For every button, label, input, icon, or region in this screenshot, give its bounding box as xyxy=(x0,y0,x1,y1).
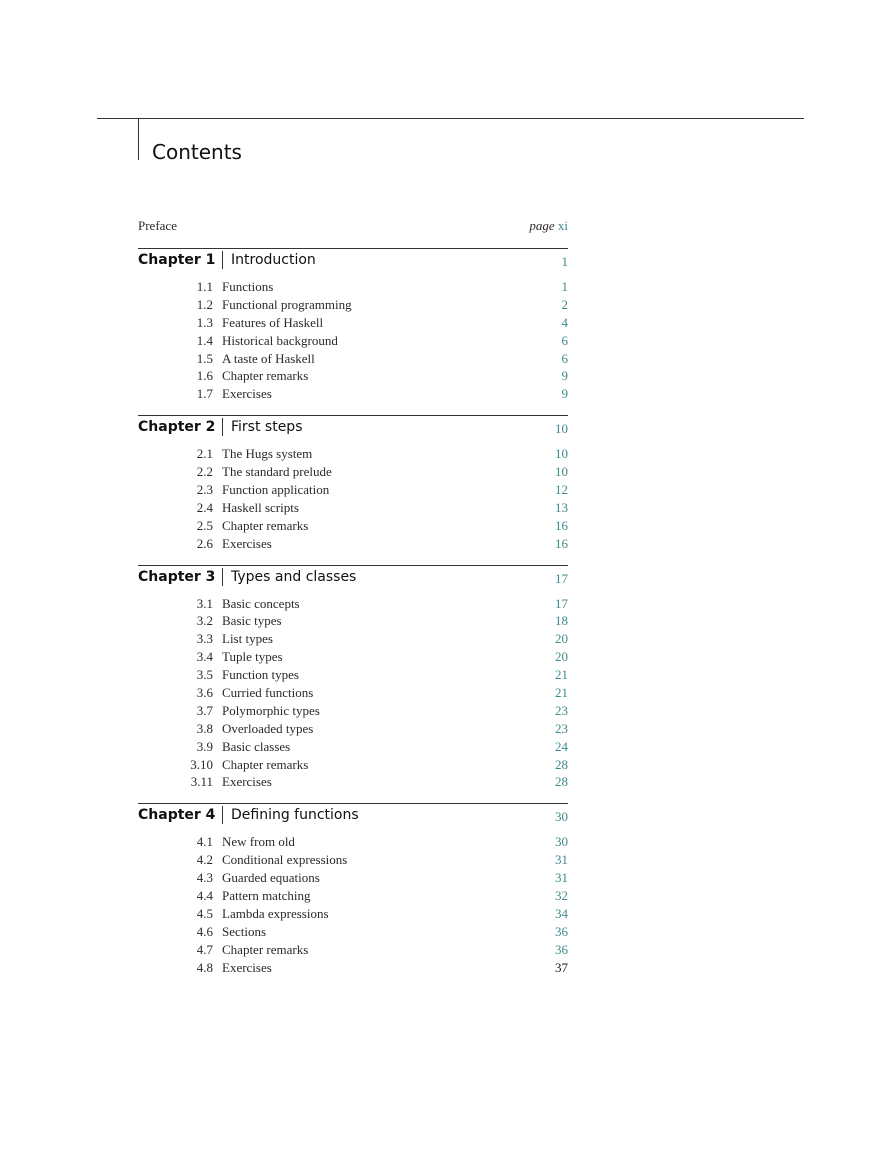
section-title: New from old xyxy=(222,834,295,850)
section-page-link[interactable]: 13 xyxy=(555,499,568,515)
section-title: Polymorphic types xyxy=(222,702,320,718)
section-number: 1.5 xyxy=(196,350,213,366)
section-page-link[interactable]: 36 xyxy=(555,923,568,939)
section-number: 2.1 xyxy=(196,446,213,462)
section-list xyxy=(138,278,568,403)
section-title: Exercises xyxy=(222,386,272,402)
section-number: 3.2 xyxy=(196,613,213,629)
section-number: 2.4 xyxy=(196,499,213,515)
section-entry[interactable] xyxy=(138,445,568,463)
page-word: page xyxy=(529,218,555,233)
section-page-link[interactable]: 18 xyxy=(555,613,568,629)
section-list xyxy=(138,833,568,976)
section-number: 3.4 xyxy=(196,649,213,665)
chapter-heading[interactable] xyxy=(138,565,568,591)
section-title: Exercises xyxy=(222,535,272,551)
section-entry[interactable] xyxy=(138,385,568,403)
section-title: Chapter remarks xyxy=(222,517,309,533)
chapter-page-link[interactable]: 17 xyxy=(555,570,568,586)
section-entry[interactable] xyxy=(138,923,568,941)
section-title: Basic concepts xyxy=(222,595,300,611)
section-number: 4.4 xyxy=(196,888,213,904)
section-title: List types xyxy=(222,631,273,647)
section-entry[interactable] xyxy=(138,905,568,923)
section-page-link[interactable]: 24 xyxy=(555,738,568,754)
section-page-link[interactable]: 28 xyxy=(555,756,568,772)
chapter-separator xyxy=(222,568,223,586)
section-entry[interactable] xyxy=(138,296,568,314)
section-number: 4.5 xyxy=(196,905,213,921)
section-page-link[interactable]: 1 xyxy=(561,279,568,294)
section-title: The Hugs system xyxy=(222,446,313,462)
section-title: Functional programming xyxy=(222,296,352,312)
section-entry[interactable] xyxy=(138,959,568,977)
preface-page xyxy=(529,216,568,236)
section-entry[interactable] xyxy=(138,833,568,851)
chapter-heading[interactable] xyxy=(138,803,568,829)
section-entry[interactable] xyxy=(138,738,568,756)
chapter-label: Chapter 2 xyxy=(138,419,216,436)
section-number: 3.6 xyxy=(196,685,213,701)
page-title: Contents xyxy=(152,140,242,164)
section-number: 2.3 xyxy=(196,482,213,498)
chapter-1 xyxy=(138,248,568,403)
section-number: 3.11 xyxy=(190,774,213,790)
section-page-link[interactable]: 34 xyxy=(555,905,568,921)
section-entry[interactable] xyxy=(138,666,568,684)
section-title: Chapter remarks xyxy=(222,368,309,384)
section-title: Basic types xyxy=(222,613,282,629)
section-page-link[interactable]: 10 xyxy=(555,446,568,462)
section-entry[interactable] xyxy=(138,720,568,738)
section-entry[interactable] xyxy=(138,499,568,517)
chapter-title: First steps xyxy=(231,419,303,436)
section-title: Chapter remarks xyxy=(222,941,309,957)
section-entry[interactable] xyxy=(138,630,568,648)
section-title: Basic classes xyxy=(222,738,291,754)
section-number: 4.1 xyxy=(196,834,213,850)
chapter-label: Chapter 1 xyxy=(138,252,216,268)
section-title: Historical background xyxy=(222,332,338,348)
section-title: Chapter remarks xyxy=(222,756,309,772)
chapter-heading[interactable] xyxy=(138,248,568,274)
chapter-page-link[interactable]: 10 xyxy=(555,421,568,437)
chapter-2 xyxy=(138,415,568,552)
section-number: 2.6 xyxy=(196,535,213,551)
section-title: Lambda expressions xyxy=(222,905,329,921)
section-entry[interactable] xyxy=(138,702,568,720)
section-entry[interactable] xyxy=(138,517,568,535)
section-page-link[interactable]: 30 xyxy=(555,834,568,850)
section-page-link[interactable]: 4 xyxy=(561,314,568,330)
section-number: 1.3 xyxy=(196,314,213,330)
section-page-link[interactable]: 28 xyxy=(555,774,568,790)
section-entry[interactable] xyxy=(138,535,568,553)
section-page-link[interactable]: 16 xyxy=(555,535,568,551)
section-page-link[interactable]: 2 xyxy=(561,296,568,312)
section-title: Overloaded types xyxy=(222,720,314,736)
chapter-3 xyxy=(138,565,568,792)
section-number: 2.5 xyxy=(196,517,213,533)
section-title: Function application xyxy=(222,482,330,498)
chapter-title: Introduction xyxy=(231,252,316,268)
section-entry[interactable] xyxy=(138,367,568,385)
section-entry[interactable] xyxy=(138,481,568,499)
section-entry[interactable] xyxy=(138,773,568,791)
section-page-link[interactable]: 32 xyxy=(555,888,568,904)
section-number: 4.8 xyxy=(196,959,213,975)
section-page-link[interactable]: 6 xyxy=(561,350,568,366)
section-number: 1.2 xyxy=(196,296,213,312)
chapter-heading[interactable] xyxy=(138,415,568,441)
section-title: Curried functions xyxy=(222,685,314,701)
section-entry[interactable] xyxy=(138,756,568,774)
section-page-link[interactable]: 21 xyxy=(555,667,568,683)
preface-label: Preface xyxy=(138,218,177,233)
section-number: 3.7 xyxy=(196,702,213,718)
preface-page-link[interactable]: xi xyxy=(557,218,568,233)
section-title: Function types xyxy=(222,667,299,683)
section-entry[interactable] xyxy=(138,648,568,666)
section-number: 1.6 xyxy=(196,368,213,384)
section-entry[interactable] xyxy=(138,887,568,905)
section-number: 1.7 xyxy=(196,386,213,402)
section-page-link[interactable]: 23 xyxy=(555,702,568,718)
section-number: 2.2 xyxy=(196,464,213,480)
section-number: 3.5 xyxy=(196,667,213,683)
section-page-link[interactable]: 31 xyxy=(555,852,568,868)
chapter-separator xyxy=(222,251,223,269)
section-title: Functions xyxy=(222,279,274,294)
section-number: 4.6 xyxy=(196,923,213,939)
section-title: Conditional expressions xyxy=(222,852,348,868)
section-list xyxy=(138,445,568,552)
section-number: 4.3 xyxy=(196,870,213,886)
section-entry[interactable] xyxy=(138,851,568,869)
chapter-separator xyxy=(222,806,223,824)
section-entry[interactable] xyxy=(138,612,568,630)
section-number: 1.1 xyxy=(196,279,213,294)
section-title: A taste of Haskell xyxy=(222,350,315,366)
section-page-link[interactable]: 20 xyxy=(555,649,568,665)
section-page-link[interactable]: 17 xyxy=(555,595,568,611)
section-title: The standard prelude xyxy=(222,464,332,480)
preface-entry[interactable] xyxy=(138,216,568,236)
section-page-link[interactable]: 20 xyxy=(555,631,568,647)
chapter-label: Chapter 4 xyxy=(138,807,216,824)
section-title: Pattern matching xyxy=(222,888,311,904)
chapter-separator xyxy=(222,418,223,436)
section-number: 4.7 xyxy=(196,941,213,957)
section-entry[interactable] xyxy=(138,332,568,350)
section-page-link[interactable]: 9 xyxy=(561,386,568,402)
section-entry[interactable] xyxy=(138,684,568,702)
section-number: 3.3 xyxy=(196,631,213,647)
chapter-title: Types and classes xyxy=(231,568,357,585)
section-number: 3.8 xyxy=(196,720,213,736)
section-title: Features of Haskell xyxy=(222,314,324,330)
section-entry[interactable] xyxy=(138,350,568,368)
section-number: 3.10 xyxy=(190,756,213,772)
table-of-contents xyxy=(138,216,568,977)
section-number: 4.2 xyxy=(196,852,213,868)
section-title: Sections xyxy=(222,923,267,939)
section-title: Haskell scripts xyxy=(222,499,299,515)
section-page-link[interactable]: 12 xyxy=(555,482,568,498)
top-rule xyxy=(97,118,804,119)
section-title: Guarded equations xyxy=(222,870,320,886)
chapter-title: Defining functions xyxy=(231,807,359,824)
section-number: 1.4 xyxy=(196,332,213,348)
chapter-label: Chapter 3 xyxy=(138,568,216,585)
chapter-list xyxy=(138,248,568,977)
section-page-link[interactable]: 16 xyxy=(555,517,568,533)
chapter-page-link[interactable]: 30 xyxy=(555,809,568,825)
chapter-page-link[interactable]: 1 xyxy=(561,254,568,269)
section-title: Tuple types xyxy=(222,649,283,665)
section-entry[interactable] xyxy=(138,869,568,887)
title-rule xyxy=(138,119,139,160)
section-entry[interactable] xyxy=(138,595,568,613)
section-page-link[interactable]: 23 xyxy=(555,720,568,736)
section-page-link[interactable]: 37 xyxy=(555,959,568,975)
section-list xyxy=(138,595,568,792)
section-page-link[interactable]: 31 xyxy=(555,870,568,886)
section-page-link[interactable]: 21 xyxy=(555,685,568,701)
section-entry[interactable] xyxy=(138,463,568,481)
section-number: 3.9 xyxy=(196,738,213,754)
section-entry[interactable] xyxy=(138,314,568,332)
section-title: Exercises xyxy=(222,959,272,975)
section-page-link[interactable]: 36 xyxy=(555,941,568,957)
chapter-4 xyxy=(138,803,568,976)
section-page-link[interactable]: 9 xyxy=(561,368,568,384)
section-title: Exercises xyxy=(222,774,272,790)
section-page-link[interactable]: 10 xyxy=(555,464,568,480)
section-page-link[interactable]: 6 xyxy=(561,332,568,348)
section-number: 3.1 xyxy=(196,595,213,611)
section-entry[interactable] xyxy=(138,941,568,959)
section-entry[interactable] xyxy=(138,278,568,296)
